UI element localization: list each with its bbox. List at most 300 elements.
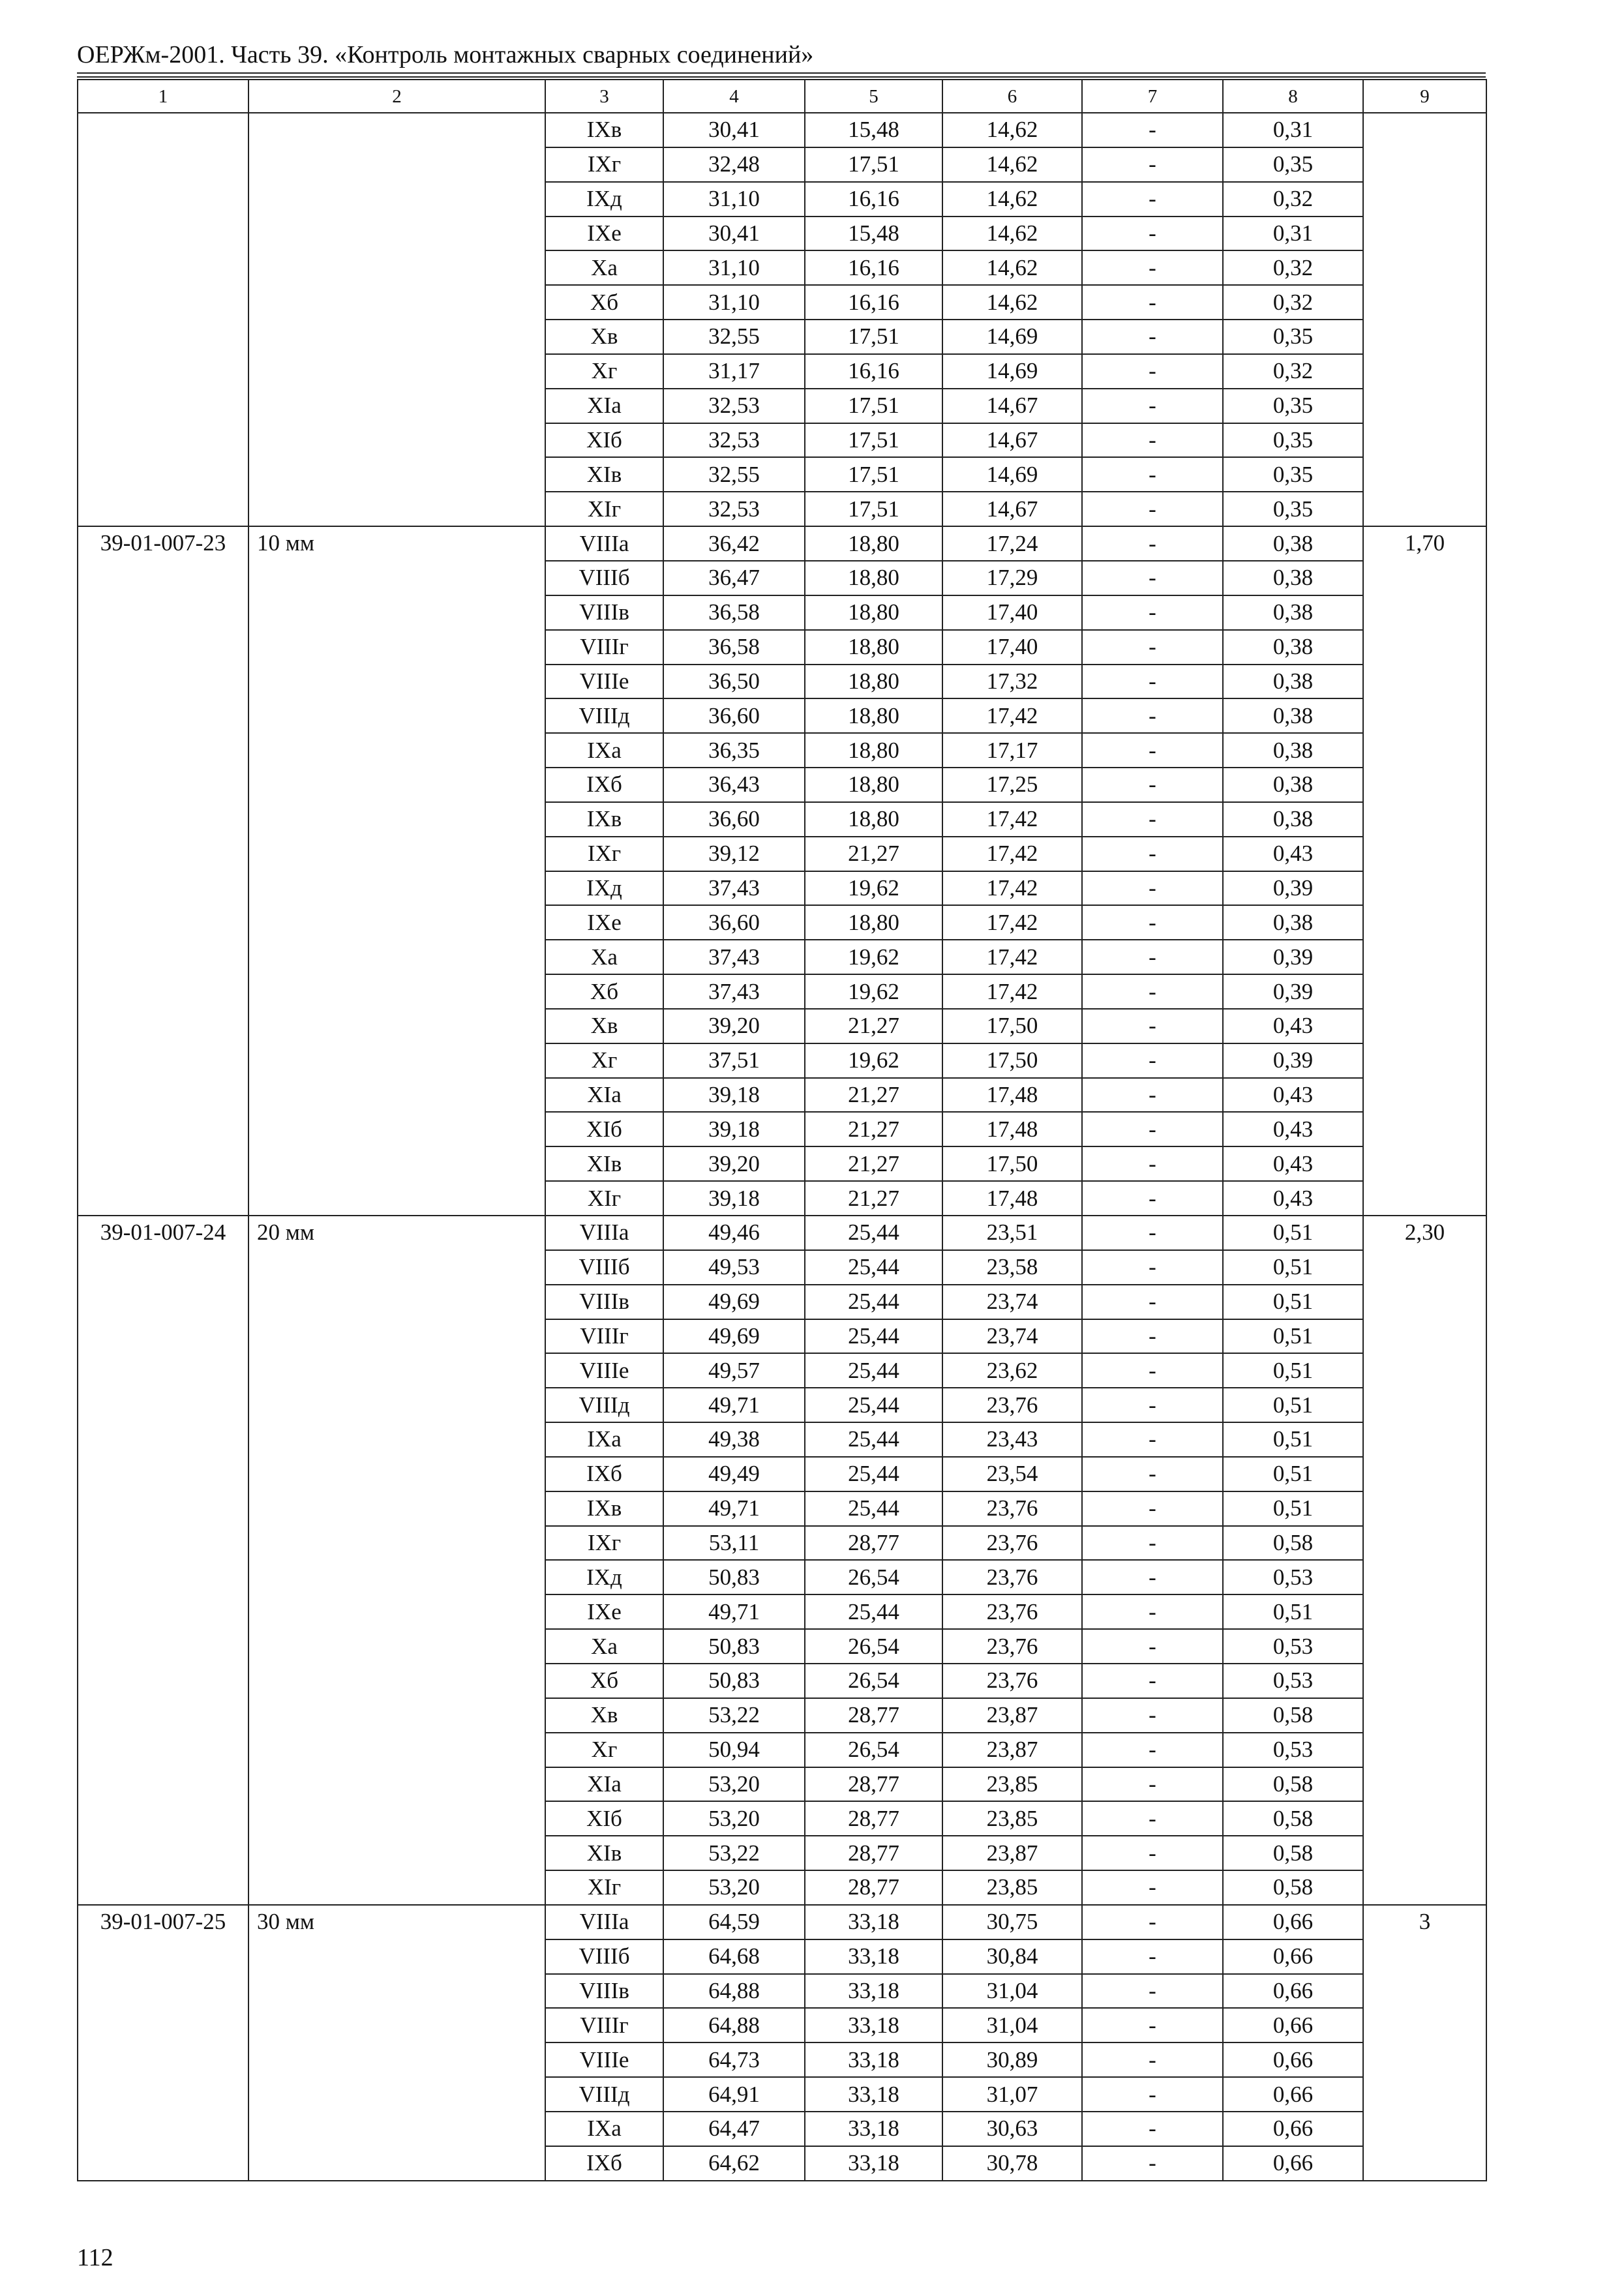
direct-costs-cell: 31,10 bbox=[663, 285, 805, 320]
labor-wages-cell: 19,62 bbox=[805, 940, 942, 974]
direct-costs-cell: 39,18 bbox=[663, 1181, 805, 1216]
labor-wages-cell: 25,44 bbox=[805, 1594, 942, 1629]
labor-wages-cell: 28,77 bbox=[805, 1526, 942, 1561]
materials-cell: - bbox=[1082, 2146, 1223, 2181]
labor-hours-cell: 0,39 bbox=[1223, 871, 1363, 906]
labor-wages-cell: 17,51 bbox=[805, 492, 942, 526]
machine-costs-cell: 17,29 bbox=[942, 561, 1082, 595]
materials-cell: - bbox=[1082, 665, 1223, 699]
column-number-2: 2 bbox=[248, 80, 545, 113]
wall-thickness bbox=[248, 113, 545, 526]
steel-category-cell: Xб bbox=[545, 285, 663, 320]
labor-wages-cell: 18,80 bbox=[805, 561, 942, 595]
column-9-value: 1,70 bbox=[1363, 526, 1486, 1216]
materials-cell: - bbox=[1082, 1560, 1223, 1594]
direct-costs-cell: 64,62 bbox=[663, 2146, 805, 2181]
rate-code bbox=[78, 113, 248, 526]
steel-category-cell: XIв bbox=[545, 1836, 663, 1870]
labor-wages-cell: 18,80 bbox=[805, 630, 942, 665]
column-number-6: 6 bbox=[942, 80, 1082, 113]
labor-wages-cell: 17,51 bbox=[805, 389, 942, 423]
materials-cell: - bbox=[1082, 837, 1223, 871]
labor-wages-cell: 21,27 bbox=[805, 1181, 942, 1216]
labor-wages-cell: 25,44 bbox=[805, 1285, 942, 1319]
labor-hours-cell: 0,32 bbox=[1223, 250, 1363, 285]
labor-wages-cell: 18,80 bbox=[805, 905, 942, 940]
labor-hours-cell: 0,35 bbox=[1223, 389, 1363, 423]
steel-category-cell: VIIIд bbox=[545, 698, 663, 733]
materials-cell: - bbox=[1082, 1801, 1223, 1836]
labor-hours-cell: 0,39 bbox=[1223, 974, 1363, 1009]
rate-code: 39-01-007-24 bbox=[78, 1216, 248, 1905]
labor-hours-cell: 0,39 bbox=[1223, 1043, 1363, 1078]
steel-category-cell: XIб bbox=[545, 1801, 663, 1836]
labor-hours-cell: 0,53 bbox=[1223, 1629, 1363, 1664]
labor-hours-cell: 0,38 bbox=[1223, 768, 1363, 802]
machine-costs-cell: 23,87 bbox=[942, 1733, 1082, 1767]
labor-wages-cell: 18,80 bbox=[805, 802, 942, 837]
column-9-value: 3 bbox=[1363, 1905, 1486, 2181]
direct-costs-cell: 49,71 bbox=[663, 1594, 805, 1629]
labor-hours-cell: 0,66 bbox=[1223, 2008, 1363, 2042]
labor-hours-cell: 0,51 bbox=[1223, 1319, 1363, 1354]
labor-wages-cell: 16,16 bbox=[805, 354, 942, 389]
labor-wages-cell: 25,44 bbox=[805, 1457, 942, 1491]
materials-cell: - bbox=[1082, 1353, 1223, 1388]
materials-cell: - bbox=[1082, 1181, 1223, 1216]
labor-hours-cell: 0,35 bbox=[1223, 457, 1363, 492]
column-number-5: 5 bbox=[805, 80, 942, 113]
machine-costs-cell: 17,42 bbox=[942, 837, 1082, 871]
steel-category-cell: IXа bbox=[545, 1422, 663, 1457]
direct-costs-cell: 49,57 bbox=[663, 1353, 805, 1388]
direct-costs-cell: 39,20 bbox=[663, 1009, 805, 1043]
machine-costs-cell: 14,69 bbox=[942, 354, 1082, 389]
direct-costs-cell: 64,88 bbox=[663, 1974, 805, 2009]
labor-hours-cell: 0,32 bbox=[1223, 285, 1363, 320]
direct-costs-cell: 36,60 bbox=[663, 698, 805, 733]
direct-costs-cell: 39,18 bbox=[663, 1078, 805, 1113]
table-row bbox=[78, 526, 1486, 561]
direct-costs-cell: 36,43 bbox=[663, 768, 805, 802]
steel-category-cell: VIIIе bbox=[545, 665, 663, 699]
machine-costs-cell: 17,32 bbox=[942, 665, 1082, 699]
machine-costs-cell: 23,74 bbox=[942, 1319, 1082, 1354]
materials-cell: - bbox=[1082, 1285, 1223, 1319]
steel-category-cell: Xа bbox=[545, 940, 663, 974]
labor-hours-cell: 0,31 bbox=[1223, 113, 1363, 147]
direct-costs-cell: 64,73 bbox=[663, 2042, 805, 2077]
machine-costs-cell: 23,62 bbox=[942, 1353, 1082, 1388]
steel-category-cell: VIIIа bbox=[545, 526, 663, 561]
steel-category-cell: IXе bbox=[545, 905, 663, 940]
labor-wages-cell: 33,18 bbox=[805, 2008, 942, 2042]
labor-wages-cell: 28,77 bbox=[805, 1767, 942, 1802]
steel-category-cell: Xа bbox=[545, 250, 663, 285]
materials-cell: - bbox=[1082, 974, 1223, 1009]
direct-costs-cell: 50,83 bbox=[663, 1664, 805, 1698]
steel-category-cell: IXе bbox=[545, 217, 663, 251]
labor-hours-cell: 0,58 bbox=[1223, 1870, 1363, 1905]
materials-cell: - bbox=[1082, 802, 1223, 837]
materials-cell: - bbox=[1082, 217, 1223, 251]
direct-costs-cell: 37,51 bbox=[663, 1043, 805, 1078]
materials-cell: - bbox=[1082, 1388, 1223, 1422]
steel-category-cell: Xг bbox=[545, 1043, 663, 1078]
labor-wages-cell: 18,80 bbox=[805, 526, 942, 561]
steel-category-cell: Xг bbox=[545, 354, 663, 389]
machine-costs-cell: 17,50 bbox=[942, 1146, 1082, 1181]
direct-costs-cell: 36,60 bbox=[663, 802, 805, 837]
table-body bbox=[78, 80, 1486, 2181]
materials-cell: - bbox=[1082, 1629, 1223, 1664]
labor-wages-cell: 26,54 bbox=[805, 1664, 942, 1698]
direct-costs-cell: 36,60 bbox=[663, 905, 805, 940]
materials-cell: - bbox=[1082, 526, 1223, 561]
labor-hours-cell: 0,51 bbox=[1223, 1216, 1363, 1250]
labor-hours-cell: 0,38 bbox=[1223, 802, 1363, 837]
materials-cell: - bbox=[1082, 733, 1223, 768]
direct-costs-cell: 49,49 bbox=[663, 1457, 805, 1491]
materials-cell: - bbox=[1082, 1043, 1223, 1078]
column-number-3: 3 bbox=[545, 80, 663, 113]
machine-costs-cell: 17,42 bbox=[942, 698, 1082, 733]
direct-costs-cell: 53,20 bbox=[663, 1767, 805, 1802]
labor-wages-cell: 17,51 bbox=[805, 320, 942, 354]
table-row bbox=[78, 1905, 1486, 1939]
labor-hours-cell: 0,66 bbox=[1223, 2146, 1363, 2181]
steel-category-cell: Xг bbox=[545, 1733, 663, 1767]
machine-costs-cell: 14,67 bbox=[942, 423, 1082, 458]
labor-wages-cell: 33,18 bbox=[805, 2042, 942, 2077]
direct-costs-cell: 64,47 bbox=[663, 2112, 805, 2146]
machine-costs-cell: 17,42 bbox=[942, 974, 1082, 1009]
direct-costs-cell: 49,71 bbox=[663, 1388, 805, 1422]
labor-wages-cell: 15,48 bbox=[805, 113, 942, 147]
machine-costs-cell: 17,42 bbox=[942, 802, 1082, 837]
direct-costs-cell: 37,43 bbox=[663, 871, 805, 906]
labor-hours-cell: 0,66 bbox=[1223, 1905, 1363, 1939]
column-number-1: 1 bbox=[78, 80, 248, 113]
labor-hours-cell: 0,51 bbox=[1223, 1388, 1363, 1422]
direct-costs-cell: 32,53 bbox=[663, 423, 805, 458]
labor-wages-cell: 16,16 bbox=[805, 285, 942, 320]
document-header: ОЕРЖм-2001. Часть 39. «Контроль монтажных сварных соединений» bbox=[77, 41, 814, 68]
header-rule-top bbox=[77, 72, 1486, 74]
materials-cell: - bbox=[1082, 2042, 1223, 2077]
steel-category-cell: IXг bbox=[545, 837, 663, 871]
direct-costs-cell: 37,43 bbox=[663, 974, 805, 1009]
labor-wages-cell: 28,77 bbox=[805, 1836, 942, 1870]
machine-costs-cell: 31,04 bbox=[942, 1974, 1082, 2009]
machine-costs-cell: 30,78 bbox=[942, 2146, 1082, 2181]
direct-costs-cell: 32,55 bbox=[663, 320, 805, 354]
direct-costs-cell: 32,53 bbox=[663, 492, 805, 526]
materials-cell: - bbox=[1082, 182, 1223, 217]
machine-costs-cell: 17,17 bbox=[942, 733, 1082, 768]
direct-costs-cell: 31,10 bbox=[663, 182, 805, 217]
labor-hours-cell: 0,43 bbox=[1223, 1078, 1363, 1113]
machine-costs-cell: 30,75 bbox=[942, 1905, 1082, 1939]
materials-cell: - bbox=[1082, 1250, 1223, 1285]
machine-costs-cell: 23,76 bbox=[942, 1594, 1082, 1629]
machine-costs-cell: 17,24 bbox=[942, 526, 1082, 561]
direct-costs-cell: 49,38 bbox=[663, 1422, 805, 1457]
labor-wages-cell: 19,62 bbox=[805, 974, 942, 1009]
labor-wages-cell: 33,18 bbox=[805, 1974, 942, 2009]
materials-cell: - bbox=[1082, 1836, 1223, 1870]
machine-costs-cell: 30,63 bbox=[942, 2112, 1082, 2146]
direct-costs-cell: 53,20 bbox=[663, 1870, 805, 1905]
labor-hours-cell: 0,66 bbox=[1223, 2112, 1363, 2146]
steel-category-cell: XIа bbox=[545, 389, 663, 423]
steel-category-cell: VIIIг bbox=[545, 2008, 663, 2042]
steel-category-cell: IXб bbox=[545, 1457, 663, 1491]
rates-table bbox=[77, 79, 1487, 2181]
materials-cell: - bbox=[1082, 2077, 1223, 2112]
direct-costs-cell: 37,43 bbox=[663, 940, 805, 974]
labor-wages-cell: 15,48 bbox=[805, 217, 942, 251]
steel-category-cell: VIIIб bbox=[545, 1939, 663, 1974]
labor-hours-cell: 0,32 bbox=[1223, 182, 1363, 217]
labor-wages-cell: 21,27 bbox=[805, 1078, 942, 1113]
materials-cell: - bbox=[1082, 1216, 1223, 1250]
labor-wages-cell: 28,77 bbox=[805, 1801, 942, 1836]
labor-wages-cell: 17,51 bbox=[805, 147, 942, 182]
materials-cell: - bbox=[1082, 1009, 1223, 1043]
labor-hours-cell: 0,32 bbox=[1223, 354, 1363, 389]
machine-costs-cell: 23,85 bbox=[942, 1767, 1082, 1802]
machine-costs-cell: 17,40 bbox=[942, 595, 1082, 630]
machine-costs-cell: 17,42 bbox=[942, 940, 1082, 974]
materials-cell: - bbox=[1082, 492, 1223, 526]
table-row bbox=[78, 113, 1486, 147]
steel-category-cell: XIа bbox=[545, 1078, 663, 1113]
column-number-row bbox=[78, 80, 1486, 113]
machine-costs-cell: 23,76 bbox=[942, 1629, 1082, 1664]
steel-category-cell: VIIIб bbox=[545, 561, 663, 595]
direct-costs-cell: 39,12 bbox=[663, 837, 805, 871]
labor-wages-cell: 18,80 bbox=[805, 665, 942, 699]
materials-cell: - bbox=[1082, 1112, 1223, 1146]
machine-costs-cell: 17,50 bbox=[942, 1043, 1082, 1078]
column-number-4: 4 bbox=[663, 80, 805, 113]
direct-costs-cell: 31,17 bbox=[663, 354, 805, 389]
steel-category-cell: VIIIе bbox=[545, 2042, 663, 2077]
direct-costs-cell: 49,69 bbox=[663, 1319, 805, 1354]
labor-wages-cell: 33,18 bbox=[805, 1939, 942, 1974]
materials-cell: - bbox=[1082, 113, 1223, 147]
materials-cell: - bbox=[1082, 698, 1223, 733]
materials-cell: - bbox=[1082, 1905, 1223, 1939]
materials-cell: - bbox=[1082, 320, 1223, 354]
steel-category-cell: Xб bbox=[545, 974, 663, 1009]
steel-category-cell: IXв bbox=[545, 113, 663, 147]
steel-category-cell: XIг bbox=[545, 1181, 663, 1216]
steel-category-cell: IXв bbox=[545, 802, 663, 837]
labor-wages-cell: 19,62 bbox=[805, 1043, 942, 1078]
machine-costs-cell: 23,51 bbox=[942, 1216, 1082, 1250]
labor-wages-cell: 16,16 bbox=[805, 182, 942, 217]
materials-cell: - bbox=[1082, 940, 1223, 974]
materials-cell: - bbox=[1082, 561, 1223, 595]
labor-wages-cell: 33,18 bbox=[805, 2077, 942, 2112]
direct-costs-cell: 64,91 bbox=[663, 2077, 805, 2112]
wall-thickness: 30 мм bbox=[248, 1905, 545, 2181]
materials-cell: - bbox=[1082, 768, 1223, 802]
steel-category-cell: XIв bbox=[545, 1146, 663, 1181]
labor-hours-cell: 0,38 bbox=[1223, 698, 1363, 733]
direct-costs-cell: 30,41 bbox=[663, 217, 805, 251]
steel-category-cell: Xа bbox=[545, 1629, 663, 1664]
machine-costs-cell: 23,85 bbox=[942, 1801, 1082, 1836]
materials-cell: - bbox=[1082, 1526, 1223, 1561]
steel-category-cell: VIIIд bbox=[545, 2077, 663, 2112]
machine-costs-cell: 17,42 bbox=[942, 871, 1082, 906]
materials-cell: - bbox=[1082, 2008, 1223, 2042]
labor-hours-cell: 0,43 bbox=[1223, 1146, 1363, 1181]
labor-wages-cell: 19,62 bbox=[805, 871, 942, 906]
steel-category-cell: IXб bbox=[545, 768, 663, 802]
labor-hours-cell: 0,58 bbox=[1223, 1526, 1363, 1561]
machine-costs-cell: 17,42 bbox=[942, 905, 1082, 940]
steel-category-cell: IXд bbox=[545, 871, 663, 906]
direct-costs-cell: 36,58 bbox=[663, 595, 805, 630]
labor-hours-cell: 0,38 bbox=[1223, 905, 1363, 940]
direct-costs-cell: 49,71 bbox=[663, 1491, 805, 1526]
steel-category-cell: XIг bbox=[545, 492, 663, 526]
labor-hours-cell: 0,51 bbox=[1223, 1250, 1363, 1285]
machine-costs-cell: 23,76 bbox=[942, 1560, 1082, 1594]
direct-costs-cell: 32,55 bbox=[663, 457, 805, 492]
machine-costs-cell: 14,62 bbox=[942, 285, 1082, 320]
machine-costs-cell: 17,40 bbox=[942, 630, 1082, 665]
machine-costs-cell: 14,69 bbox=[942, 320, 1082, 354]
steel-category-cell: IXа bbox=[545, 733, 663, 768]
labor-hours-cell: 0,53 bbox=[1223, 1664, 1363, 1698]
labor-hours-cell: 0,51 bbox=[1223, 1457, 1363, 1491]
materials-cell: - bbox=[1082, 250, 1223, 285]
labor-wages-cell: 25,44 bbox=[805, 1216, 942, 1250]
labor-hours-cell: 0,38 bbox=[1223, 526, 1363, 561]
labor-hours-cell: 0,53 bbox=[1223, 1560, 1363, 1594]
labor-wages-cell: 28,77 bbox=[805, 1698, 942, 1733]
materials-cell: - bbox=[1082, 285, 1223, 320]
machine-costs-cell: 23,76 bbox=[942, 1388, 1082, 1422]
direct-costs-cell: 49,69 bbox=[663, 1285, 805, 1319]
machine-costs-cell: 17,48 bbox=[942, 1181, 1082, 1216]
direct-costs-cell: 64,88 bbox=[663, 2008, 805, 2042]
labor-hours-cell: 0,66 bbox=[1223, 2042, 1363, 2077]
rate-code: 39-01-007-23 bbox=[78, 526, 248, 1216]
steel-category-cell: XIв bbox=[545, 457, 663, 492]
labor-hours-cell: 0,58 bbox=[1223, 1698, 1363, 1733]
materials-cell: - bbox=[1082, 1457, 1223, 1491]
labor-hours-cell: 0,43 bbox=[1223, 837, 1363, 871]
direct-costs-cell: 50,83 bbox=[663, 1560, 805, 1594]
machine-costs-cell: 23,76 bbox=[942, 1526, 1082, 1561]
direct-costs-cell: 53,22 bbox=[663, 1698, 805, 1733]
labor-wages-cell: 28,77 bbox=[805, 1870, 942, 1905]
labor-wages-cell: 16,16 bbox=[805, 250, 942, 285]
machine-costs-cell: 17,25 bbox=[942, 768, 1082, 802]
machine-costs-cell: 14,62 bbox=[942, 182, 1082, 217]
materials-cell: - bbox=[1082, 1698, 1223, 1733]
machine-costs-cell: 14,69 bbox=[942, 457, 1082, 492]
machine-costs-cell: 23,43 bbox=[942, 1422, 1082, 1457]
machine-costs-cell: 14,67 bbox=[942, 389, 1082, 423]
column-number-7: 7 bbox=[1082, 80, 1223, 113]
labor-wages-cell: 33,18 bbox=[805, 2146, 942, 2181]
machine-costs-cell: 23,76 bbox=[942, 1491, 1082, 1526]
materials-cell: - bbox=[1082, 1491, 1223, 1526]
direct-costs-cell: 36,35 bbox=[663, 733, 805, 768]
header-rule-bottom bbox=[77, 76, 1486, 78]
materials-cell: - bbox=[1082, 1319, 1223, 1354]
column-number-9: 9 bbox=[1363, 80, 1486, 113]
steel-category-cell: VIIIв bbox=[545, 595, 663, 630]
steel-category-cell: IXа bbox=[545, 2112, 663, 2146]
direct-costs-cell: 36,50 bbox=[663, 665, 805, 699]
steel-category-cell: XIг bbox=[545, 1870, 663, 1905]
labor-hours-cell: 0,43 bbox=[1223, 1112, 1363, 1146]
labor-wages-cell: 26,54 bbox=[805, 1733, 942, 1767]
labor-wages-cell: 25,44 bbox=[805, 1319, 942, 1354]
labor-hours-cell: 0,66 bbox=[1223, 1974, 1363, 2009]
steel-category-cell: VIIIа bbox=[545, 1216, 663, 1250]
materials-cell: - bbox=[1082, 1664, 1223, 1698]
direct-costs-cell: 36,58 bbox=[663, 630, 805, 665]
direct-costs-cell: 53,11 bbox=[663, 1526, 805, 1561]
materials-cell: - bbox=[1082, 1974, 1223, 2009]
machine-costs-cell: 14,62 bbox=[942, 147, 1082, 182]
materials-cell: - bbox=[1082, 1146, 1223, 1181]
steel-category-cell: XIб bbox=[545, 423, 663, 458]
steel-category-cell: VIIIб bbox=[545, 1250, 663, 1285]
labor-hours-cell: 0,35 bbox=[1223, 320, 1363, 354]
direct-costs-cell: 32,53 bbox=[663, 389, 805, 423]
materials-cell: - bbox=[1082, 871, 1223, 906]
direct-costs-cell: 30,41 bbox=[663, 113, 805, 147]
materials-cell: - bbox=[1082, 1733, 1223, 1767]
labor-wages-cell: 25,44 bbox=[805, 1250, 942, 1285]
direct-costs-cell: 53,22 bbox=[663, 1836, 805, 1870]
labor-hours-cell: 0,66 bbox=[1223, 1939, 1363, 1974]
materials-cell: - bbox=[1082, 147, 1223, 182]
machine-costs-cell: 31,04 bbox=[942, 2008, 1082, 2042]
steel-category-cell: Xб bbox=[545, 1664, 663, 1698]
machine-costs-cell: 23,74 bbox=[942, 1285, 1082, 1319]
labor-hours-cell: 0,66 bbox=[1223, 2077, 1363, 2112]
materials-cell: - bbox=[1082, 423, 1223, 458]
direct-costs-cell: 49,53 bbox=[663, 1250, 805, 1285]
labor-wages-cell: 26,54 bbox=[805, 1560, 942, 1594]
labor-wages-cell: 25,44 bbox=[805, 1388, 942, 1422]
labor-wages-cell: 21,27 bbox=[805, 837, 942, 871]
steel-category-cell: VIIIд bbox=[545, 1388, 663, 1422]
machine-costs-cell: 30,89 bbox=[942, 2042, 1082, 2077]
machine-costs-cell: 31,07 bbox=[942, 2077, 1082, 2112]
labor-hours-cell: 0,38 bbox=[1223, 595, 1363, 630]
labor-hours-cell: 0,58 bbox=[1223, 1836, 1363, 1870]
steel-category-cell: IXб bbox=[545, 2146, 663, 2181]
materials-cell: - bbox=[1082, 389, 1223, 423]
labor-wages-cell: 17,51 bbox=[805, 423, 942, 458]
machine-costs-cell: 14,62 bbox=[942, 113, 1082, 147]
labor-hours-cell: 0,51 bbox=[1223, 1422, 1363, 1457]
materials-cell: - bbox=[1082, 1870, 1223, 1905]
materials-cell: - bbox=[1082, 630, 1223, 665]
